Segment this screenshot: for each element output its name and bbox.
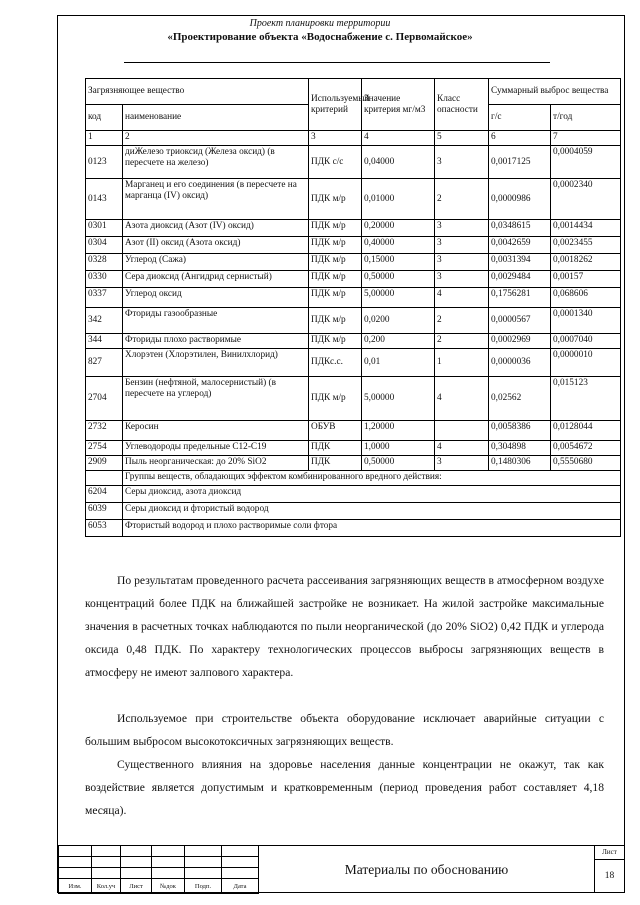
- table-row: [86, 237, 621, 254]
- cell-cls: 2: [435, 179, 489, 220]
- cell-ty: 0,0001340: [551, 308, 621, 334]
- cell-code: 344: [86, 334, 123, 349]
- cell-gs: 0,0000036: [489, 349, 551, 377]
- cell-code: 0301: [86, 220, 123, 237]
- cell-name: Марганец и его соединения (в пересчете на марганца (IV) оксид): [123, 179, 309, 220]
- cell-cls: 1: [435, 349, 489, 377]
- stamp-label: Подп.: [184, 878, 222, 894]
- cell-val: 0,200: [362, 334, 435, 349]
- head-hazard: Класс опасности: [435, 79, 489, 131]
- cell-crit: ПДК м/р: [309, 334, 362, 349]
- cell-crit: ПДК м/р: [309, 377, 362, 421]
- cell-gs: 0,304898: [489, 441, 551, 456]
- stamp-label: Лист: [120, 878, 152, 894]
- cell-crit: ПДК: [309, 456, 362, 471]
- paragraph: Используемое при строительстве объекта оборудование исключает аварийные ситуации с большим выбросом высокотоксичных загрязняющих веществ.: [85, 712, 604, 748]
- cell-cls: 2: [435, 308, 489, 334]
- table-row: [86, 441, 621, 456]
- table-row: [86, 456, 621, 471]
- cell-cls: 3: [435, 271, 489, 288]
- cell-cls: 4: [435, 441, 489, 456]
- cell-crit: ПДК м/р: [309, 308, 362, 334]
- cell-name: Азот (II) оксид (Азота оксид): [123, 237, 309, 254]
- sheet-label: Лист: [594, 845, 625, 860]
- cell-val: 0,20000: [362, 220, 435, 237]
- group-code: 6039: [86, 503, 123, 520]
- group-name: Серы диоксид и фтористый водород: [123, 503, 621, 520]
- paragraph: По результатам проведенного расчета рассеивания загрязняющих веществ в атмосферном воздухе концентраций более ПДК на ближайшей застройке не возникает. На жилой застройке максимальные значения в расчетных точках наблюдаются по пыли неорганической (до 20% SiO2) 0,42 ПДК и углерода оксида 0,48 ПДК. По характеру технологических процессов выбросы загрязняющих веществ в атмосферу не имеют залпового характера.: [85, 574, 604, 679]
- head-emission: Суммарный выброс вещества: [489, 79, 621, 105]
- group-row: [86, 503, 621, 520]
- groups-title-row: [86, 471, 621, 486]
- cell-gs: 0,0029484: [489, 271, 551, 288]
- cell-crit: ПДК м/р: [309, 220, 362, 237]
- cell-code: 0328: [86, 254, 123, 271]
- cell-cls: 3: [435, 237, 489, 254]
- head-code: код: [86, 105, 123, 131]
- cell-name: Углеводороды предельные С12-С19: [123, 441, 309, 456]
- group-code: 6053: [86, 520, 123, 537]
- cell-cls: 3: [435, 456, 489, 471]
- cell-cls: 3: [435, 220, 489, 237]
- stamp-label: Дата: [221, 878, 259, 894]
- head-substance: Загрязняющее вещество: [86, 79, 309, 105]
- cell-cls: 4: [435, 288, 489, 308]
- cell-cls: 2: [435, 334, 489, 349]
- cell-name: диЖелезо триоксид (Железа оксид) (в пересчете на железо): [123, 146, 309, 179]
- cell-ty: 0,0007040: [551, 334, 621, 349]
- title-block: [58, 845, 625, 893]
- cell-ty: 0,0014434: [551, 220, 621, 237]
- table-row: [86, 220, 621, 237]
- header-rule: [124, 62, 550, 63]
- group-code: 6204: [86, 486, 123, 503]
- cell-val: 5,00000: [362, 288, 435, 308]
- column-number: 4: [362, 131, 435, 146]
- cell-val: 0,40000: [362, 237, 435, 254]
- cell-cls: 3: [435, 254, 489, 271]
- table-row: [86, 288, 621, 308]
- cell-ty: 0,0023455: [551, 237, 621, 254]
- cell-ty: 0,068606: [551, 288, 621, 308]
- cell-ty: 0,5550680: [551, 456, 621, 471]
- cell-gs: 0,0017125: [489, 146, 551, 179]
- cell-cls: 3: [435, 146, 489, 179]
- cell-name: Хлорэтен (Хлорэтилен, Винилхлорид): [123, 349, 309, 377]
- table-row: [86, 334, 621, 349]
- column-number: 3: [309, 131, 362, 146]
- cell-ty: 0,0000010: [551, 349, 621, 377]
- cell-ty: 0,0054672: [551, 441, 621, 456]
- cell-ty: 0,0128044: [551, 421, 621, 441]
- document-title: Материалы по обоснованию: [258, 845, 595, 893]
- cell-code: 0123: [86, 146, 123, 179]
- head-criterion: Используемый критерий: [309, 79, 362, 131]
- cell-val: 1,0000: [362, 441, 435, 456]
- cell-crit: ПДК м/р: [309, 288, 362, 308]
- head-gs: г/с: [489, 105, 551, 131]
- cell-name: Углерод (Сажа): [123, 254, 309, 271]
- cell-gs: 0,0348615: [489, 220, 551, 237]
- cell-name: Азота диоксид (Азот (IV) оксид): [123, 220, 309, 237]
- cell-gs: 0,0000986: [489, 179, 551, 220]
- cell-name: Фториды газообразные: [123, 308, 309, 334]
- head-name: наименование: [123, 105, 309, 131]
- cell-val: 0,50000: [362, 456, 435, 471]
- table-row: [86, 421, 621, 441]
- cell-gs: 0,1756281: [489, 288, 551, 308]
- group-row: [86, 520, 621, 537]
- cell-gs: 0,0058386: [489, 421, 551, 441]
- cell-code: 2754: [86, 441, 123, 456]
- cell-crit: ОБУВ: [309, 421, 362, 441]
- cell-val: 0,01000: [362, 179, 435, 220]
- stamp-label: №док: [151, 878, 185, 894]
- group-name: Серы диоксид, азота диоксид: [123, 486, 621, 503]
- cell-name: Пыль неорганическая: до 20% SiO2: [123, 456, 309, 471]
- cell-ty: 0,00157: [551, 271, 621, 288]
- column-number: 6: [489, 131, 551, 146]
- cell-val: 0,04000: [362, 146, 435, 179]
- cell-code: 0143: [86, 179, 123, 220]
- table-row: [86, 146, 621, 179]
- cell-code: 2704: [86, 377, 123, 421]
- groups-title: Группы веществ, обладающих эффектом комбинированного вредного действия:: [123, 471, 621, 486]
- cell-name: Углерод оксид: [123, 288, 309, 308]
- cell-code: 0304: [86, 237, 123, 254]
- cell-name: Фториды плохо растворимые: [123, 334, 309, 349]
- group-row: [86, 486, 621, 503]
- cell-ty: 0,0004059: [551, 146, 621, 179]
- cell-gs: 0,0042659: [489, 237, 551, 254]
- cell-name: Сера диоксид (Ангидрид сернистый): [123, 271, 309, 288]
- cell-gs: 0,0000567: [489, 308, 551, 334]
- header-project-title: «Проектирование объекта «Водоснабжение с. Первомайское»: [167, 31, 473, 43]
- table-row: [86, 349, 621, 377]
- cell-crit: ПДК: [309, 441, 362, 456]
- cell-val: 0,0200: [362, 308, 435, 334]
- cell-cls: 4: [435, 377, 489, 421]
- cell-code: 0330: [86, 271, 123, 288]
- cell-crit: ПДК м/р: [309, 179, 362, 220]
- cell-cls: [435, 421, 489, 441]
- cell-code: 2732: [86, 421, 123, 441]
- cell-val: 0,50000: [362, 271, 435, 288]
- cell-val: 1,20000: [362, 421, 435, 441]
- paragraph: Существенного влияния на здоровье населения данные концентрации не окажут, так как воздействие является допустимым и кратковременным (период проведения работ составляет 4,18 месяца).: [85, 758, 604, 817]
- column-number: 1: [86, 131, 123, 146]
- cell-val: 5,00000: [362, 377, 435, 421]
- group-name: Фтористый водород и плохо растворимые соли фтора: [123, 520, 621, 537]
- cell-code: 342: [86, 308, 123, 334]
- cell-gs: 0,02562: [489, 377, 551, 421]
- cell-name: Бензин (нефтяной, малосернистый) (в пересчете на углерод): [123, 377, 309, 421]
- stamp-label: Изм.: [58, 878, 92, 894]
- table-row: [86, 271, 621, 288]
- column-number: 7: [551, 131, 621, 146]
- table-row: [86, 179, 621, 220]
- cell-crit: ПДК с/с: [309, 146, 362, 179]
- pollutants-table: [85, 78, 621, 537]
- table-row: [86, 254, 621, 271]
- header-project-type: Проект планировки территории: [249, 18, 391, 29]
- cell-name: Керосин: [123, 421, 309, 441]
- cell-ty: 0,015123: [551, 377, 621, 421]
- cell-crit: ПДК м/р: [309, 271, 362, 288]
- column-number: 5: [435, 131, 489, 146]
- cell-code: 2909: [86, 456, 123, 471]
- cell-code: 827: [86, 349, 123, 377]
- table-row: [86, 308, 621, 334]
- stamp-label: Кол.уч: [91, 878, 121, 894]
- cell-code: 0337: [86, 288, 123, 308]
- cell-gs: 0,1480306: [489, 456, 551, 471]
- blank-cell: [86, 471, 123, 486]
- cell-ty: 0,0002340: [551, 179, 621, 220]
- cell-crit: ПДК м/р: [309, 254, 362, 271]
- table-row: [86, 377, 621, 421]
- cell-val: 0,15000: [362, 254, 435, 271]
- head-value: Значение критерия мг/м3: [362, 79, 435, 131]
- sheet-number: 18: [594, 859, 625, 893]
- cell-crit: ПДКс.с.: [309, 349, 362, 377]
- cell-gs: 0,0002969: [489, 334, 551, 349]
- cell-gs: 0,0031394: [489, 254, 551, 271]
- cell-crit: ПДК м/р: [309, 237, 362, 254]
- cell-ty: 0,0018262: [551, 254, 621, 271]
- cell-val: 0,01: [362, 349, 435, 377]
- column-number: 2: [123, 131, 309, 146]
- head-ty: т/год: [551, 105, 621, 131]
